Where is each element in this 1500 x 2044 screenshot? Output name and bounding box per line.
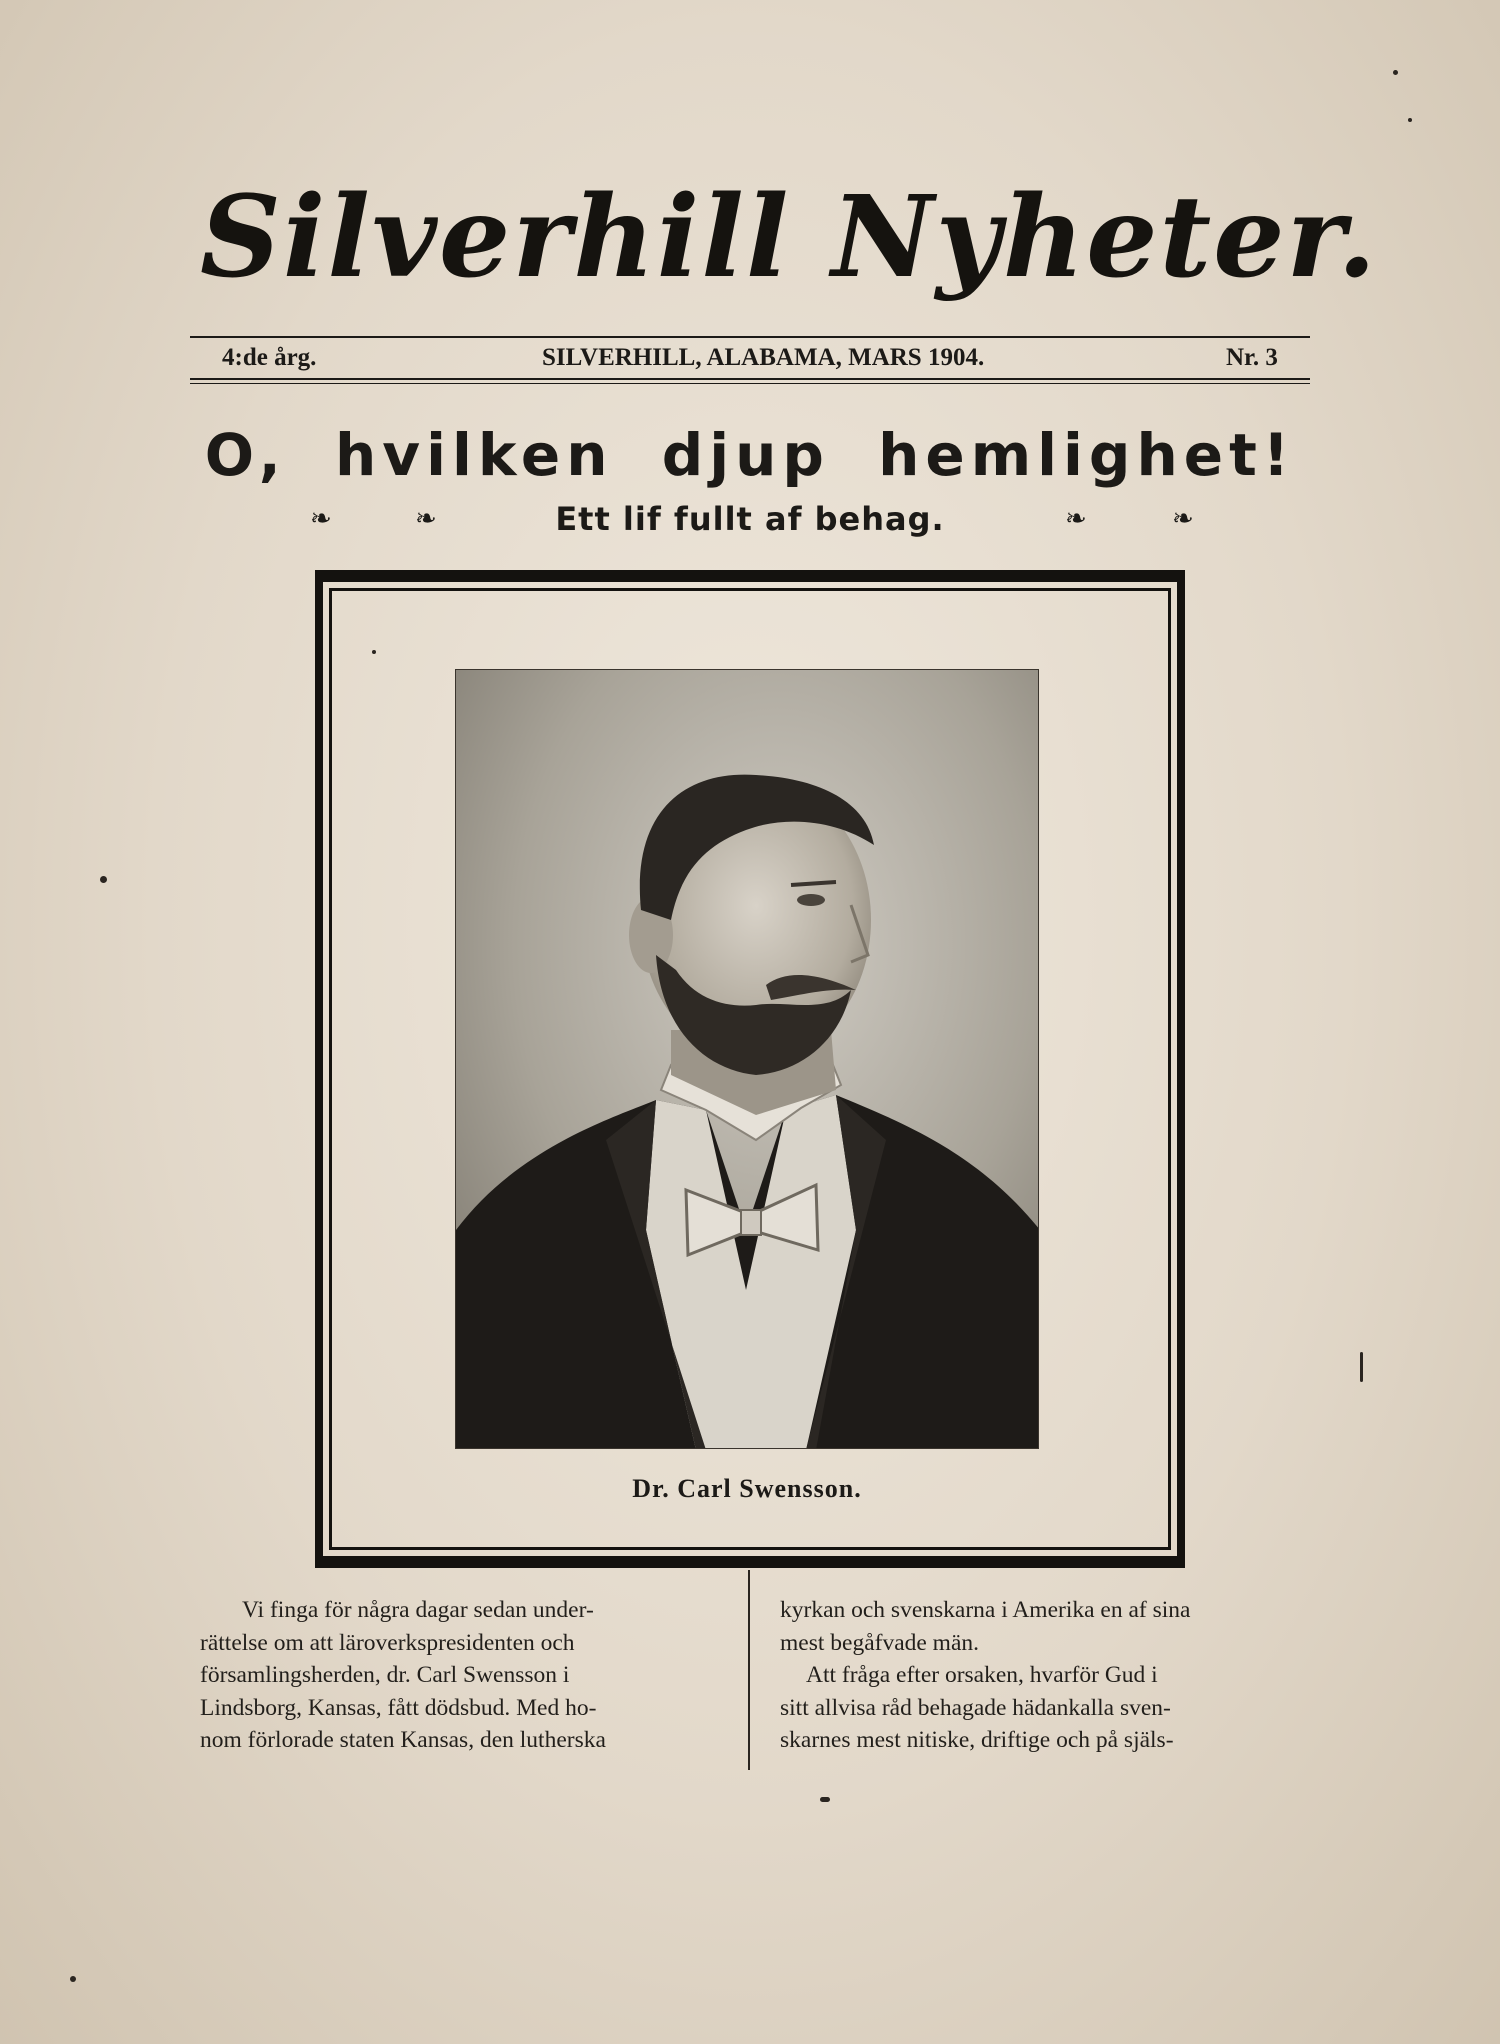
portrait-photo: [455, 669, 1039, 1449]
dateline: [190, 344, 1300, 378]
place-date-label: SILVERHILL, ALABAMA, MARS 1904.: [542, 344, 985, 371]
frame-inner-right: [1168, 588, 1171, 1550]
masthead-title: Silverhill Nyheter.: [200, 172, 1379, 303]
masthead-rule-bottom-2: [190, 383, 1310, 384]
fleuron-icon: ❧: [310, 504, 332, 534]
volume-label: 4:de årg.: [222, 344, 317, 371]
fleuron-icon: ❧: [1172, 504, 1194, 534]
masthead-rule-bottom: [190, 378, 1310, 380]
frame-left-bar: [315, 570, 323, 1568]
article-line: församlingsherden, dr. Carl Swensson i: [200, 1662, 570, 1688]
masthead-rule-top: [190, 336, 1310, 338]
article-line: kyrkan och svenskarna i Amerika en af sina: [780, 1597, 1191, 1623]
frame-bottom-bar: [315, 1556, 1185, 1568]
frame-inner-bottom: [329, 1547, 1171, 1550]
frame-inner-left: [329, 588, 332, 1550]
fleuron-icon: ❧: [1065, 504, 1087, 534]
column-divider: [748, 1570, 750, 1770]
article-line: sitt allvisa råd behagade hädankalla sven-: [780, 1694, 1171, 1721]
frame-top-bar: [315, 570, 1185, 582]
article-line: mest begåfvade män.: [780, 1629, 980, 1656]
frame-inner-top: [329, 588, 1171, 591]
article-line: Att fråga efter orsaken, hvarför Gud i: [806, 1662, 1158, 1688]
article-line: rättelse om att läroverkspresidenten och: [200, 1629, 575, 1656]
article-column-left: [200, 1594, 718, 1774]
scan-speck: [70, 1976, 76, 1982]
subhead-row: [300, 494, 1200, 544]
article-column-right: [780, 1594, 1300, 1774]
issue-number-label: Nr. 3: [1226, 344, 1278, 371]
scan-speck: [820, 1797, 830, 1802]
subhead: Ett lif fullt af behag.: [555, 500, 945, 538]
fleuron-icon: ❧: [415, 504, 437, 534]
scan-speck: [100, 876, 107, 883]
masthead: [200, 150, 1379, 325]
portrait-illustration: [456, 670, 1039, 1449]
scan-speck: [1360, 1352, 1363, 1382]
article-line: Vi finga för några dagar sedan under-: [242, 1597, 594, 1623]
headline: O, hvilken djup hemlighet!: [204, 421, 1296, 489]
portrait-caption: Dr. Carl Swensson.: [632, 1474, 862, 1503]
frame-right-bar: [1177, 570, 1185, 1568]
article-line: nom förlorade staten Kansas, den lutherska: [200, 1727, 606, 1753]
scan-speck: [1408, 118, 1412, 122]
article-line: Lindsborg, Kansas, fått dödsbud. Med ho-: [200, 1694, 597, 1721]
article-line: skarnes mest nitiske, driftige och på själs-: [780, 1727, 1174, 1753]
scan-speck: [1393, 70, 1398, 75]
